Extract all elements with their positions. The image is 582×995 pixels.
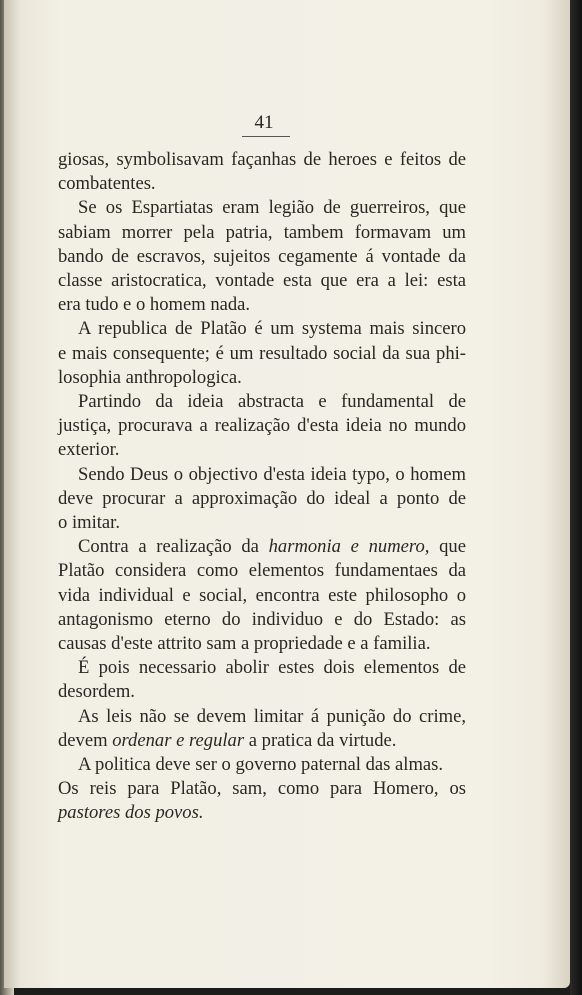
text-line: Platão considera como elementos fundamentaes da	[58, 560, 466, 582]
text-line: Partindo da ideia abstracta e fundamental de	[78, 391, 466, 413]
text-line: Os reis para Platão, sam, como para Homero, os	[58, 778, 466, 800]
text-line: losophia anthropologica.	[58, 366, 242, 388]
page-number: 41	[254, 112, 274, 133]
text-line: É pois necessario abolir estes dois elementos de	[78, 657, 466, 679]
text-line: As leis não se devem limitar á punição do crime,	[78, 705, 466, 727]
text-line: o imitar.	[58, 512, 120, 534]
text-line: e mais consequente; é um resultado social da sua phi-	[58, 342, 466, 364]
text-segment: devem	[58, 729, 108, 751]
text-line: sabiam morrer pela patria, tambem formavam um	[58, 221, 466, 243]
text-line: exterior.	[58, 439, 120, 461]
text-line: A republica de Platão é um systema mais sincero	[78, 318, 466, 340]
text-line: Sendo Deus o objectivo d'esta ideia typo, o homem	[78, 463, 466, 485]
text-line: classe aristocratica, vontade esta que era a lei: esta	[58, 270, 466, 292]
italic-phrase: ordenar e regular	[112, 729, 245, 751]
text-line: antagonismo eterno do individuo e do Estado: as	[58, 608, 466, 630]
text-line: Se os Espartiatas eram legião de guerreiros, que	[78, 197, 466, 219]
page-number-rule	[242, 136, 290, 137]
text-line: desordem.	[58, 681, 135, 703]
text-line	[58, 729, 466, 753]
text-line: combatentes.	[58, 173, 156, 195]
book-page	[4, 0, 570, 988]
body-text	[58, 148, 466, 826]
text-line: era tudo e o homem nada.	[58, 294, 251, 316]
text-line: bando de escravos, sujeitos cegamente á vontade da	[58, 245, 466, 267]
text-line: vida individual e social, encontra este philosopho o	[58, 584, 466, 606]
text-line: justiça, procurava a realização d'esta ideia no mundo	[58, 415, 466, 437]
text-line: A politica deve ser o governo paternal das almas.	[78, 754, 444, 776]
text-segment: que	[439, 536, 466, 558]
italic-line: pastores dos povos.	[58, 802, 204, 824]
text-segment: a pratica da virtude.	[248, 729, 397, 751]
text-line: causas d'este attrito sam a propriedade e a familia.	[58, 633, 431, 655]
text-line: giosas, symbolisavam façanhas de heroes e feitos de	[58, 149, 466, 170]
italic-phrase: harmonia e numero,	[268, 536, 430, 558]
page-edge-shadow	[570, 0, 582, 995]
text-line	[58, 535, 466, 559]
text-line: deve procurar a approximação do ideal a ponto de	[58, 487, 466, 509]
text-segment: Contra a realização da	[78, 536, 259, 558]
